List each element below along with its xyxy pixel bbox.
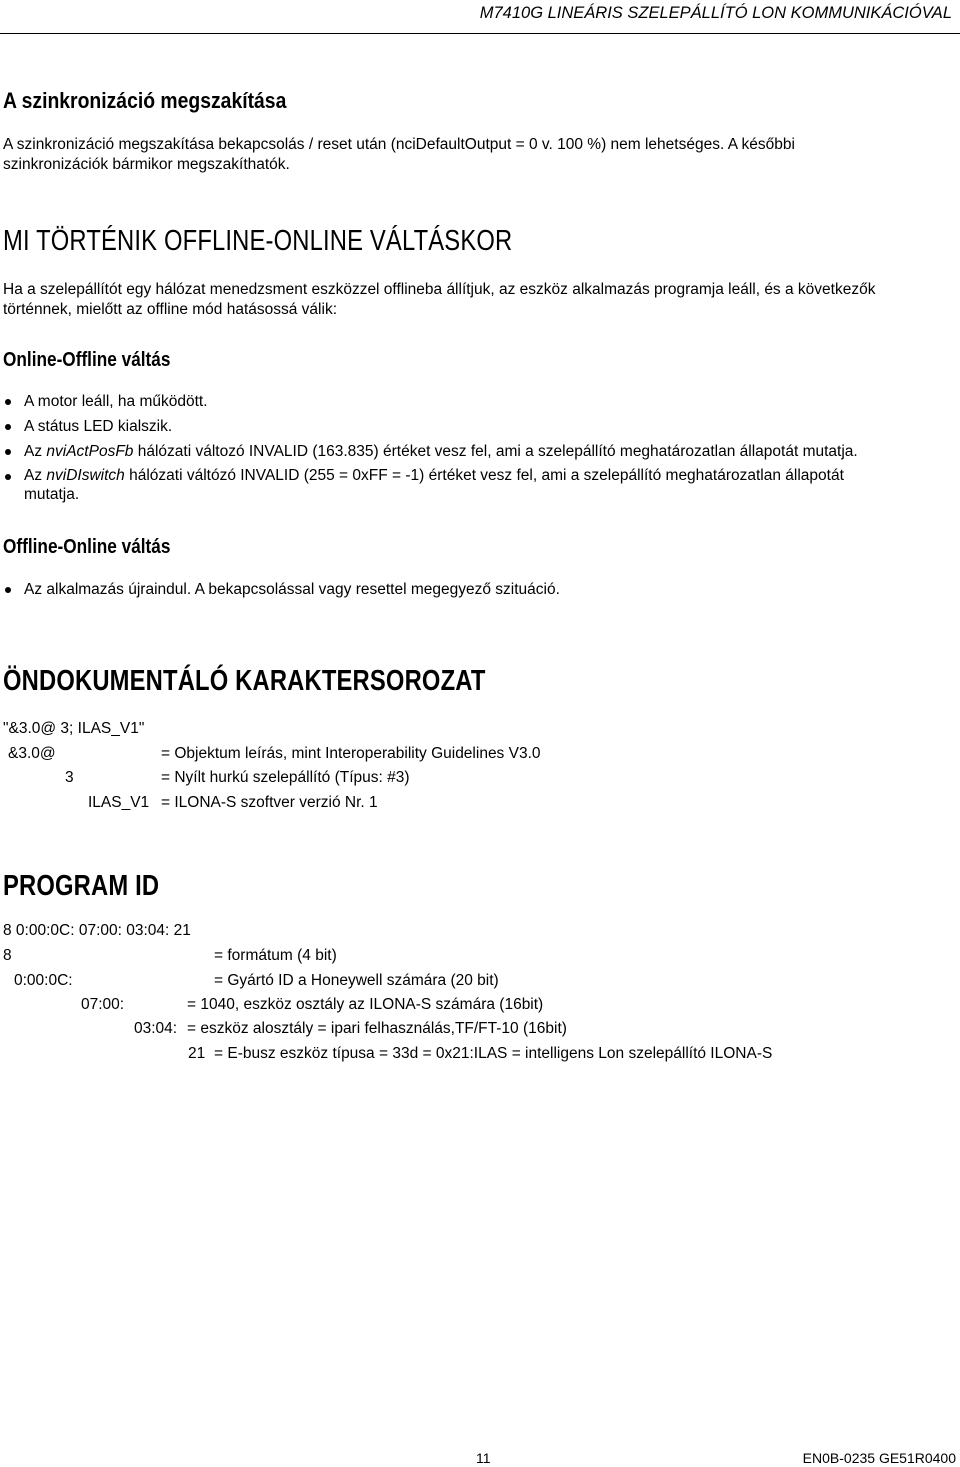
program-id-key-1: 8 bbox=[3, 947, 12, 964]
bullet-icon bbox=[5, 587, 11, 593]
variable-name: nviDIswitch bbox=[46, 467, 125, 484]
header-rule bbox=[0, 33, 960, 34]
bullet-icon bbox=[5, 474, 11, 480]
self-doc-value-3: = ILONA-S szoftver verzió Nr. 1 bbox=[161, 794, 378, 811]
program-id-heading: PROGRAM ID bbox=[3, 870, 160, 902]
list-item-text: Az alkalmazás újraindul. A bekapcsolással vagy resettel megegyező szituáció. bbox=[24, 581, 560, 598]
variable-name: nviActPosFb bbox=[46, 443, 134, 460]
self-doc-string: "&3.0@ 3; ILAS_V1" bbox=[3, 720, 145, 737]
page-number: 11 bbox=[476, 1450, 491, 1466]
bullet-icon bbox=[5, 424, 11, 430]
program-id-key-2: 0:00:0C: bbox=[14, 972, 73, 989]
list-item-text: Az nviActPosFb hálózati változó INVALID (163.835) értéket vesz fel, ami a szelepállító meghatározatlan állapotát mutatja. bbox=[24, 443, 858, 460]
offline-paragraph bbox=[3, 280, 953, 320]
offline-online-title: MI TÖRTÉNIK OFFLINE-ONLINE VÁLTÁSKOR bbox=[3, 225, 513, 257]
program-id-value-3: = 1040, eszköz osztály az ILONA-S számára (16bit) bbox=[187, 996, 544, 1013]
document-header: M7410G LINEÁRIS SZELEPÁLLÍTÓ LON KOMMUNIKÁCIÓVAL bbox=[479, 4, 952, 22]
sync-line-2: szinkronizációk bármikor megszakíthatók. bbox=[3, 156, 290, 173]
list-item-text: A státus LED kialszik. bbox=[24, 418, 173, 435]
sync-paragraph bbox=[3, 135, 953, 175]
offline-line-1: Ha a szelepállítót egy hálózat menedzsment eszközzel offlineba állítjuk, az eszköz alkalmazás programja leáll, és a következők bbox=[3, 281, 876, 298]
bullet-icon bbox=[5, 449, 11, 455]
sync-heading: A szinkronizáció megszakítása bbox=[3, 88, 287, 113]
bullet-icon bbox=[5, 399, 11, 405]
self-doc-value-1: = Objektum leírás, mint Interoperability Guidelines V3.0 bbox=[161, 745, 541, 762]
program-id-value-5: = E-busz eszköz típusa = 33d = 0x21:ILAS = intelligens Lon szelepállító ILONA-S bbox=[214, 1045, 773, 1062]
sync-line-1: A szinkronizáció megszakítása bekapcsolás / reset után (nciDefaultOutput = 0 v. 100 %) nem lehetséges. A későbbi bbox=[3, 136, 795, 153]
program-id-value-4: = eszköz alosztály = ipari felhasználás,TF/FT-10 (16bit) bbox=[187, 1020, 567, 1037]
program-id-key-5: 21 bbox=[188, 1045, 206, 1062]
program-id-string: 8 0:00:0C: 07:00: 03:04: 21 bbox=[3, 922, 191, 939]
list-item-text: Az nviDIswitch hálózati váltózó INVALID (255 = 0xFF = -1) értéket vesz fel, ami a szelepállító meghatározatlan állapotát bbox=[24, 467, 844, 484]
self-doc-value-2: = Nyílt hurkú szelepállító (Típus: #3) bbox=[161, 769, 410, 786]
program-id-value-2: = Gyártó ID a Honeywell számára (20 bit) bbox=[214, 972, 499, 989]
program-id-key-3: 07:00: bbox=[81, 996, 125, 1013]
list-item-text: A motor leáll, ha működött. bbox=[24, 393, 208, 410]
self-doc-key-2: 3 bbox=[65, 769, 74, 786]
offline-line-2: történnek, mielőtt az offline mód hatásossá válik: bbox=[3, 301, 337, 318]
self-doc-key-3: ILAS_V1 bbox=[88, 794, 150, 811]
self-doc-heading: ÖNDOKUMENTÁLÓ KARAKTERSOROZAT bbox=[3, 665, 486, 697]
online-offline-heading: Online-Offline váltás bbox=[3, 348, 171, 371]
offline-online-heading: Offline-Online váltás bbox=[3, 535, 171, 558]
self-doc-key-1: &3.0@ bbox=[8, 745, 56, 762]
program-id-key-4: 03:04: bbox=[134, 1020, 178, 1037]
list-item-text-cont: mutatja. bbox=[24, 486, 80, 503]
document-code: EN0B-0235 GE51R0400 bbox=[802, 1450, 956, 1466]
program-id-value-1: = formátum (4 bit) bbox=[214, 947, 337, 964]
